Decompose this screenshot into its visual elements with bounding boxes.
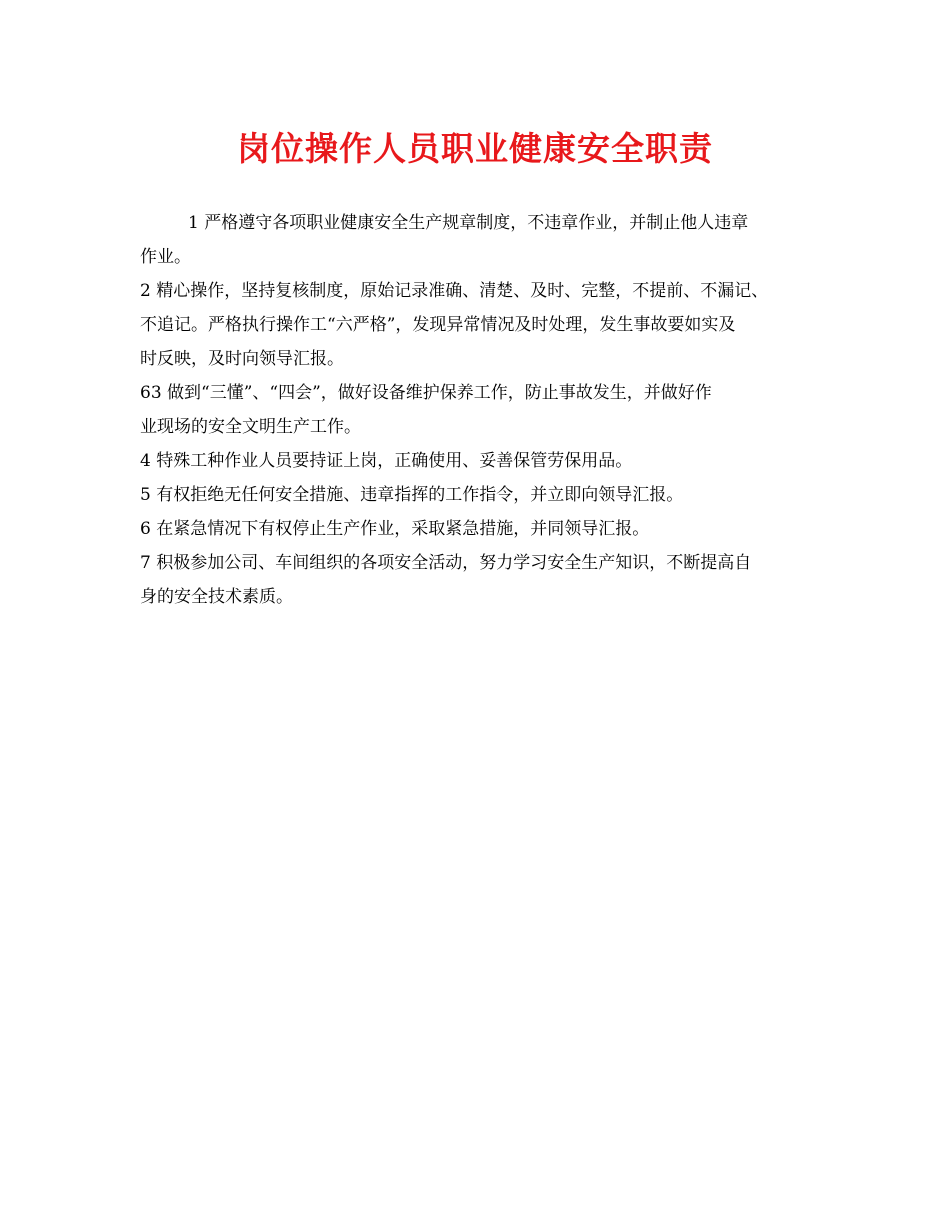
paragraph-6: [140, 512, 830, 546]
paragraph-line: 4 特殊工种作业人员要持证上岗，正确使用、妥善保管劳保用品。: [140, 451, 633, 471]
paragraph-line: 作业。: [140, 247, 191, 267]
paragraph-line: 5 有权拒绝无任何安全措施、违章指挥的工作指令，并立即向领导汇报。: [140, 485, 684, 505]
paragraph-1: [140, 206, 830, 274]
paragraph-line: 身的安全技术素质。: [140, 587, 293, 607]
paragraph-line: 6 在紧急情况下有权停止生产作业，采取紧急措施，并同领导汇报。: [140, 519, 650, 539]
paragraph-2: [140, 274, 830, 376]
paragraph-line: 1 严格遵守各项职业健康安全生产规章制度，不违章作业，并制止他人违章: [188, 213, 749, 233]
paragraph-line: 业现场的安全文明生产工作。: [140, 417, 361, 437]
paragraph-line: 63 做到“三懂”、“四会”，做好设备维护保养工作，防止事故发生，并做好作: [140, 383, 712, 403]
paragraph-7: [140, 546, 830, 614]
paragraph-line: 7 积极参加公司、车间组织的各项安全活动，努力学习安全生产知识，不断提高自: [140, 553, 752, 573]
paragraph-5: [140, 478, 830, 512]
page-title: 岗位操作人员职业健康安全职责: [237, 129, 713, 168]
document-body: [140, 206, 830, 614]
paragraph-line: 不追记。严格执行操作工“六严格”，发现异常情况及时处理，发生事故要如实及: [140, 315, 736, 335]
paragraph-line: 时反映，及时向领导汇报。: [140, 349, 344, 369]
paragraph-line: 2 精心操作，坚持复核制度，原始记录准确、清楚、及时、完整，不提前、不漏记、: [140, 281, 769, 301]
paragraph-3: [140, 376, 830, 444]
paragraph-4: [140, 444, 830, 478]
